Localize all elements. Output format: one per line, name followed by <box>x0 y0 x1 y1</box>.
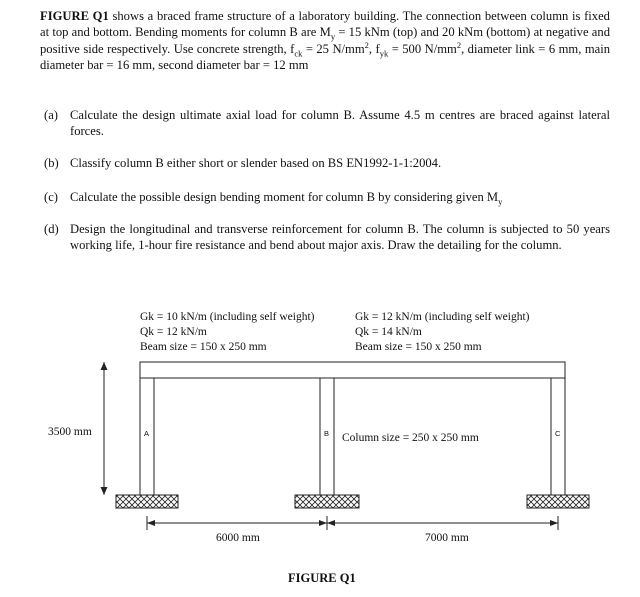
question-text: Classify column B either short or slender based on BS EN1992-1-1:2004. <box>70 156 442 170</box>
squared-2: 2 <box>456 39 462 50</box>
left-span-gk: Gk = 10 kN/m (including self weight) <box>140 311 315 323</box>
height-arrow-bottom <box>101 487 108 495</box>
question-b <box>44 155 610 171</box>
fck-subscript: ck <box>294 48 303 59</box>
column-size-label: Column size = 250 x 250 mm <box>342 432 479 444</box>
intro-text-6: , diameter link = 6 mm, main diameter bar = 16 mm, second diameter bar = 12 mm <box>40 41 611 72</box>
height-arrow-top <box>101 362 108 370</box>
span-arrow-1 <box>147 520 155 526</box>
question-c-subscript: y <box>498 196 503 207</box>
support-b <box>295 495 359 508</box>
intro-text-1: shows a braced frame structure of a laboratory building. The connection between column is fixed at top and bottom. Bending moments for column B are M <box>40 9 610 40</box>
question-text <box>70 189 610 205</box>
beam <box>140 362 565 378</box>
intro-text-3: = 25 N/mm <box>302 41 365 56</box>
span-arrow-2 <box>319 520 327 526</box>
right-span-gk: Gk = 12 kN/m (including self weight) <box>355 311 530 323</box>
frame-drawing <box>0 295 640 597</box>
span-arrow-4 <box>550 520 558 526</box>
figure-caption: FIGURE Q1 <box>288 571 356 585</box>
intro-paragraph <box>40 8 610 73</box>
my-subscript: y <box>330 31 336 42</box>
left-span-beam: Beam size = 150 x 250 mm <box>140 341 267 353</box>
question-c <box>44 189 610 205</box>
right-span-beam: Beam size = 150 x 250 mm <box>355 341 482 353</box>
question-label: (a) <box>44 108 58 122</box>
intro-text-4: , f <box>368 41 380 56</box>
height-label: 3500 mm <box>48 426 92 438</box>
column-a-label: A <box>144 429 150 438</box>
question-text: Calculate the design ultimate axial load for column B. Assume 4.5 m centres are braced against lateral forces. <box>70 108 610 138</box>
span-arrow-3 <box>327 520 335 526</box>
span-1-label: 6000 mm <box>216 532 260 544</box>
column-c-label: C <box>555 429 561 438</box>
left-span-qk: Qk = 12 kN/m <box>140 326 207 338</box>
intro-text-2: = 15 kNm (top) and 20 kNm (bottom) at negative and positive side respectively. Use concrete strength, f <box>40 25 610 56</box>
question-a <box>44 107 610 139</box>
frame-diagram <box>0 295 640 597</box>
right-span-qk: Qk = 14 kN/m <box>355 326 422 338</box>
squared-1: 2 <box>364 39 369 50</box>
figure-reference: FIGURE Q1 <box>40 9 109 23</box>
question-text: Design the longitudinal and transverse reinforcement for column B. The column is subjected to 50 years working life, 1-hour fire resistance and bend about major axis. Draw the detailing for the column. <box>70 222 610 252</box>
column-b-label: B <box>324 429 330 438</box>
support-c <box>527 495 589 508</box>
span-2-label: 7000 mm <box>425 532 469 544</box>
intro-text-5: = 500 N/mm <box>388 41 457 56</box>
question-label: (d) <box>44 222 59 236</box>
support-a <box>116 495 178 508</box>
question-d <box>44 221 610 253</box>
question-label: (b) <box>44 156 59 170</box>
question-label: (c) <box>44 190 58 204</box>
question-c-text: Calculate the possible design bending moment for column B by considering given M <box>70 190 499 204</box>
fyk-subscript: yk <box>379 48 389 59</box>
